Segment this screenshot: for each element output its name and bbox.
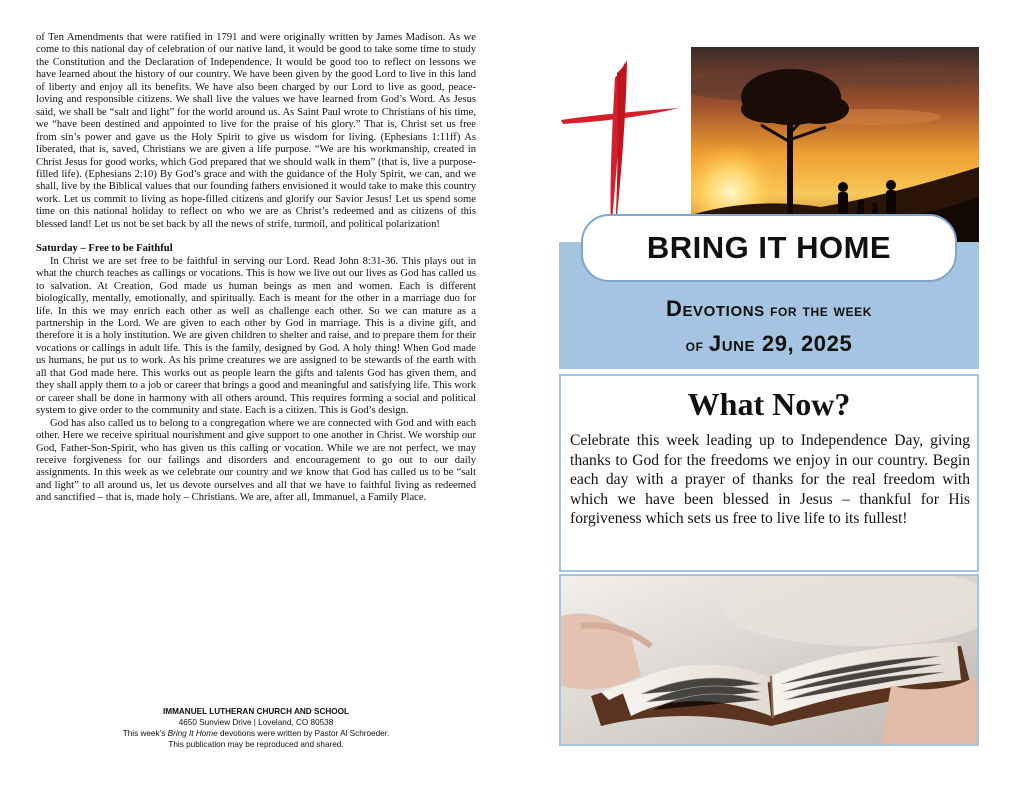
reproduction-note: This publication may be reproduced and shared. [168,740,344,749]
church-address: 4650 Sunview Drive | Loveland, CO 80538 [178,718,334,727]
devotion-paragraph: God has also called us to belong to a congregation where we are connected with God and with each other. Here we receive spiritual nourishment and give support to one another in Christ. We worship our God, Father-Son-Spirit, who has given us this calling or vocation. While we are not perfect, we may receive forgiveness for our failings and disorders and encouragement to go out to our daily assignments. In this week as we celebrate our country and we know that God has called us to be “salt and light” to all around us, let us devote ourselves and all that we have to faithful living as redeemed and sanctified – that is, made holy – Christians. We are, after all, Immanuel, a Family Place. [36,417,476,504]
church-name: IMMANUEL LUTHERAN CHURCH AND SCHOOL [162,707,350,716]
devotion-paragraph: of Ten Amendments that were ratified in 1791 and were originally written by James Madison. As we come to this national day of celebration of our native land, it would be good to take some time to study the Constitution and the Declaration of Independence. It would be good too to reflect on lessons we have learned about the history of our country. We have been given by the good Lord to live in this land of liberty and enjoy all its benefits. We have also been charged by our Lord to live as good, peace-loving and responsible citizens. We shall live the values we have learned from God’s Word. As Jesus said, we shall be “salt and light” for the world around us. As Saint Paul wrote to Christians of his time, we “have been destined and appointed to live for the praise of his glory.” That is, Christ set us free from sin’s power and gave us the Holy Spirit to give us wisdom for living. (Ephesians 1:11ff) As liberated, that is, saved, Christians we are given a life purpose. “We are his workmanship, created in Christ Jesus for good works, which God prepared that we should walk in them” (that is, live a purpose-filled life). (Ephesians 2:10) By God’s grace and with the guidance of the Holy Spirit, we can, and we shall, live by the Biblical values that our founding fathers envisioned it would take to make this country work. Let us commit to living as hope-filled citizens and glorify our Savior Jesus! Let us spend some time on this national holiday to reflect on who we are as Christ’s redeemed and as citizens of this blessed land! Let us not be set back by all the news of strife, turmoil, and political polarization! [36,32,476,230]
open-bible-image [559,574,979,746]
publication-footer [36,706,476,750]
devotions-subtitle: Devotions for the week of June 29, 2025 [665,296,873,356]
publication-title: BRING IT HOME [581,214,957,282]
what-now-text: Celebrate this week leading up to Independence Day, giving thanks to God for the freedoms we enjoy in our country. Begin each day with a prayer of thanks for the real freedom with which we have been blessed in Jesus – thankful for His forgiveness which sets us free to live life to its fullest! [570,432,970,528]
cover-panel [559,44,979,746]
cross-icon [559,58,699,240]
what-now-box [559,374,979,572]
section-heading: Saturday – Free to be Faithful [36,243,173,255]
publication-title: Bring It Home [167,729,218,738]
what-now-heading: What Now? [687,386,851,422]
author-credit: This week’s Bring It Home devotions were written by Pastor Al Schroeder. [122,729,390,738]
devotion-paragraph: In Christ we are set free to be faithful in serving our Lord. Read John 8:31-36. This plays out in what the church teaches as callings or vocations. This is how we live out our lives as God has called us to salvation. At Creation, God made us human beings as men and women. Each is different biologically, mentally, emotionally, and spiritually. Each is meant for the other in a marriage duo for life. In this we may enrich each other as well as challenge each other. So we can mature as a partnership in the Lord. We are given to each other by God in marriage. This is a divine gift, and therefore it is a holy institution. We are given children to shelter and raise, and to prepare them for their vocations or callings in adult life. This is the family, designed by God. A holy thing! When God made us humans, he put us to work. As his prime creatures we are assigned to be stewards of the earth with all that God made here. This works out as people learn the gifts and talents God has given them, and they shall apply them to a job or career that brings a good and meaningful and satisfying life. This work or career shall be done in harmony with all others around. This requires forming a social and political system to give order to the community and state. Each is a citizen. This is God’s design. [36,255,476,417]
devotion-text-column [36,32,476,505]
